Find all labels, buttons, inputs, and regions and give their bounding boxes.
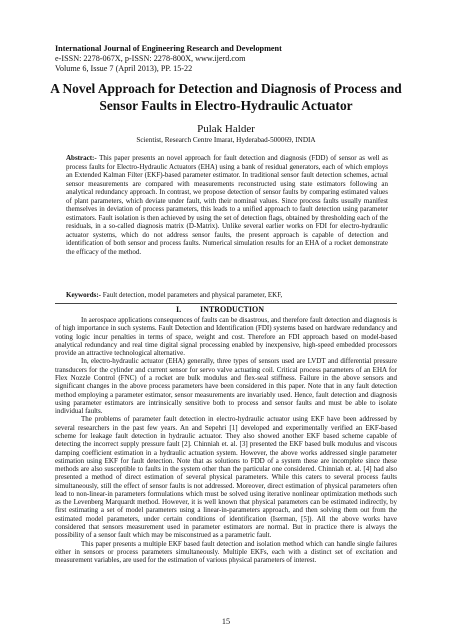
author-name: Pulak Halder	[197, 123, 255, 135]
body-paragraph: The problems of parameter fault detection in electro-hydraulic actuator using EKF have been addressed by several researchers in the past few years. An and Sepehri [1] developed and experimentally verified an EKF-based scheme for leakage fault detection in hydraulic actuator. They also showed another EKF based scheme capable of detecting the incorrect supply pressure fault [2]. Chinniah et. al. [3] presented the EKF based bulk modulus and viscous damping coefficient estimation in a hydraulic actuation system. However, the above works addressed single parameter estimation using EKF for fault detection. Note that as solutions to FDD of a system these are incomplete since these methods are also susceptible to faults in the system other than the particular one considered. Chinniah et. al. [4] had also presented a method of direct estimation of several physical parameters. While this caters to several process faults simultaneously, still the effect of sensor faults is not addressed. Moreover, direct estimation of physical parameters often lead to non-linear-in parameters formulations which must be solved using iterative nonlinear optimization methods such as the Levenberg Marquardt method. However, it is well known that physical parameters can be estimated indirectly, by first estimating a set of model parameters using a linear-in-parameters approach, and then solving them out from the estimated model parameters, under certain conditions of identification (Iserman, [5]). All the above works have considered that sensors measurement used in parameter estimators are normal. But in practice there is always the possibility of a sensor fault which may be misconstrued as a parametric fault.	[55, 415, 397, 540]
body-paragraph: This paper presents a multiple EKF based fault detection and isolation method which can handle single failures either in sensors or process parameters simultaneously. Multiple EKFs, each with a distinct set of excitation and measurement variables, are used for the estimation of various physical parameters of interest.	[55, 539, 397, 565]
page-number: 15	[221, 617, 231, 626]
paper-title: A Novel Approach for Detection and Diagnosis of Process and Sensor Faults in Electro-Hydraulic Actuator	[50, 81, 402, 113]
section-title: INTRODUCTION	[200, 305, 265, 314]
journal-name: International Journal of Engineering Research and Development	[55, 44, 282, 53]
introduction-body	[55, 316, 397, 564]
body-paragraph: In aerospace applications consequences of faults can be disastrous, and therefore fault detection and diagnosis is of high importance in such systems. Fault Detection and Identification (FDI) systems based on hardware redundancy and voting logic incur penalties in terms of space, weight and cost. Therefore an FDI approach based on model-based analytical redundancy and real time digital signal processing enabled by inexpensive, high-speed embedded processors provide an attractive technological alternative.	[55, 316, 397, 358]
keywords-text: Fault detection, model parameters and physical parameter, EKF,	[101, 291, 283, 299]
section-number: I.	[176, 305, 182, 314]
abstract-text: This paper presents an novel approach for fault detection and diagnosis (FDD) of sensor as well as process faults for Electro-Hydraulic Actuators (EHA) using a bank of residual generators, each of which employs an Extended Kalman Filter (EKF)-based parameter estimator. In traditional sensor fault detection schemes, actual sensor measurements are compared with measurements reconstructed using state estimators following an analytical redundancy approach. In contrast, we propose detection of sensor faults by comparing estimated values of plant parameters, which deviate under fault, with their nominal values. Since process faults usually manifest themselves in deviation of process parameters, this leads to a unified approach to fault detection using parameter estimators. Fault isolation is then achieved by using the set of detection flags, obtained by thresholding each of the residuals, in a so-called diagnosis matrix (D-Matrix). Unlike several earlier works on FDI for electro-hydraulic actuator systems, which do not address sensor faults, the present approach is capable of detection and identification of both sensor and process faults. Numerical simulation results for an EHA of a rocket demonstrate the efficacy of the method.	[66, 154, 388, 257]
author-affiliation: Scientist, Research Centre Imarat, Hyderabad-500069, INDIA	[136, 136, 316, 144]
keywords-label: Keywords:-	[66, 291, 101, 299]
abstract-label: Abstract:-	[66, 154, 97, 162]
abstract	[66, 154, 388, 257]
body-paragraph: In, electro-hydraulic actuator (EHA) generally, three types of sensors used are LVDT and differential pressure transducers for the cylinder and current sensor for servo valve actuating coil. Critical process parameters of an EHA for Flex Nozzle Control (FNC) of a rocket are bulk modulus and flex-seal stiffness. Failure in the above sensors and significant changes in the above process parameters have been considered in this paper. Note that in any fault detection method employing a parameter estimator, sensor measurements are invariably used. Hence, fault detection and diagnosis using parameter estimators are intrinsically sensitive both to process and sensor faults and must be able to isolate individual faults.	[55, 357, 397, 416]
section-divider	[55, 303, 397, 304]
volume-line: Volume 6, Issue 7 (April 2013), PP. 15-22	[55, 64, 193, 74]
keywords	[66, 291, 388, 300]
issn-line: e-ISSN: 2278-067X, p-ISSN: 2278-800X, www.ijerd.com	[55, 54, 246, 64]
journal-header	[55, 44, 415, 75]
section-heading	[176, 305, 264, 315]
